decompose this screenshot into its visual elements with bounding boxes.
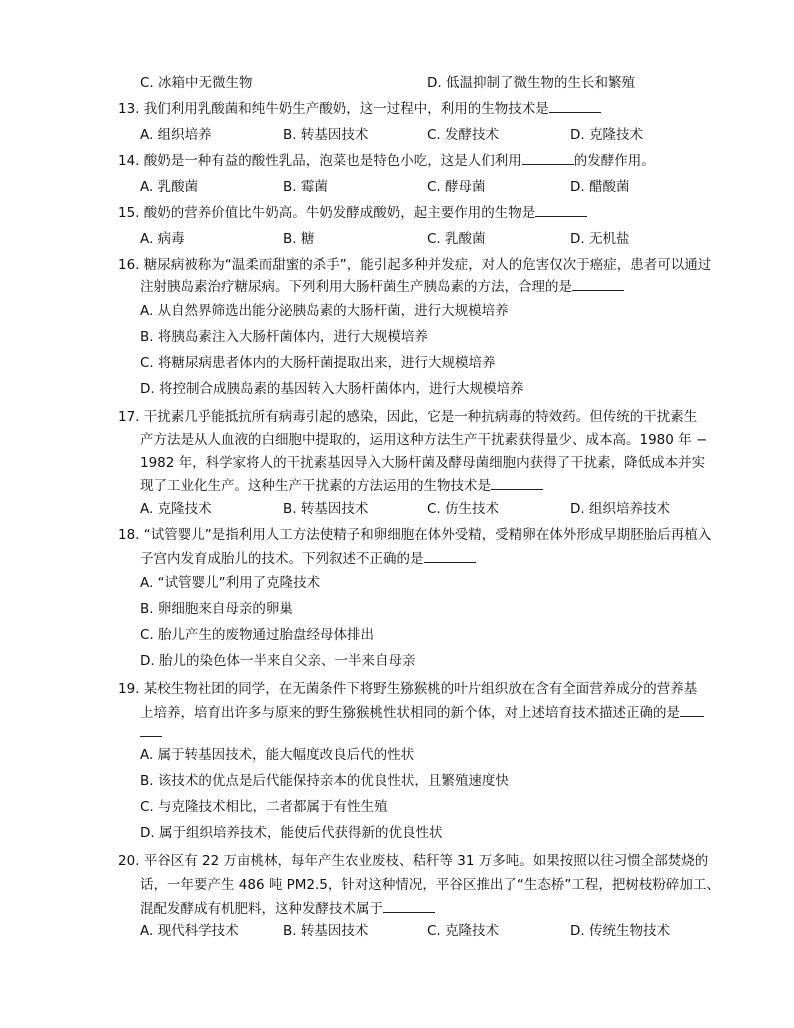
q16-stem-text: 注射胰岛素治疗糖尿病。下列利用大肠杆菌生产胰岛素的方法，合理的是 (140, 279, 572, 295)
q19-stem-line-2 (140, 704, 704, 722)
q17-option-d: D. 组织培养技术 (570, 501, 670, 517)
q19-stem-text: 上培养，培育出许多与原来的野生猕猴桃性状相同的新个体，对上述培育技术描述正确的是 (140, 705, 680, 721)
answer-blank (383, 900, 435, 913)
q12-option-c: C. 冰箱中无微生物 (140, 75, 253, 91)
q12-option-d: D. 低温抑制了微生物的生长和繁殖 (427, 75, 635, 91)
q17-option-c: C. 仿生技术 (427, 501, 500, 517)
q18-option-b: B. 卵细胞来自母亲的卵巢 (140, 601, 293, 617)
q14-option-d: D. 醋酸菌 (570, 179, 630, 195)
q20-option-d: D. 传统生物技术 (570, 923, 670, 939)
q19-option-c: C. 与克隆技术相比，二者都属于有性生殖 (140, 799, 388, 815)
q20-option-b: B. 转基因技术 (283, 923, 369, 939)
q20-option-c: C. 克隆技术 (427, 923, 500, 939)
q19-blank-continuation (140, 724, 162, 742)
q14-stem-text-b: 的发酵作用。 (573, 153, 655, 169)
q16-option-b: B. 将胰岛素注入大肠杆菌体内，进行大规模培养 (140, 329, 428, 345)
q17-stem-text: 现了工业化生产。这种生产干扰素的方法运用的生物技术是 (140, 478, 491, 494)
answer-blank (424, 550, 476, 563)
q18-option-c: C. 胎儿产生的废物通过胎盘经母体排出 (140, 627, 375, 643)
q18-stem-line-1: 18. “试管婴儿”是指利用人工方法使精子和卵细胞在体外受精，受精卵在体外形成早期胚胎后再植入 (118, 527, 712, 543)
q15-option-d: D. 无机盐 (570, 231, 630, 247)
answer-blank (680, 704, 704, 717)
q14-option-b: B. 霉菌 (283, 179, 328, 195)
q19-stem-line-1: 19. 某校生物社团的同学，在无菌条件下将野生猕猴桃的叶片组织放在含有全面营养成分的营养基 (118, 681, 698, 697)
q17-option-b: B. 转基因技术 (283, 501, 369, 517)
q17-stem-line-2: 产方法是从人血液的白细胞中提取的，运用这种方法生产干扰素获得量少、成本高。1980 年 − (140, 432, 708, 448)
q13-stem-text: 13. 我们利用乳酸菌和纯牛奶生产酸奶，这一过程中，利用的生物技术是 (118, 101, 549, 117)
answer-blank (491, 477, 543, 490)
answer-blank (549, 100, 601, 113)
q20-stem-line-1: 20. 平谷区有 22 万亩桃林，每年产生农业废枝、秸秆等 31 万多吨。如果按照以往习惯全部焚烧的 (118, 853, 709, 869)
q14-stem (118, 152, 655, 170)
q16-option-a: A. 从自然界筛选出能分泌胰岛素的大肠杆菌，进行大规模培养 (140, 303, 509, 319)
q20-stem-line-3 (140, 900, 435, 918)
q14-option-c: C. 酵母菌 (427, 179, 486, 195)
q20-stem-text: 混配发酵成有机肥料，这种发酵技术属于 (140, 901, 383, 917)
q13-stem (118, 100, 601, 118)
q13-option-d: D. 克隆技术 (570, 127, 643, 143)
q13-option-a: A. 组织培养 (140, 127, 212, 143)
q15-option-c: C. 乳酸菌 (427, 231, 486, 247)
answer-blank (535, 204, 587, 217)
q18-stem-line-2 (140, 550, 476, 568)
q17-stem-line-4 (140, 477, 543, 495)
q18-stem-text: 子宫内发育成胎儿的技术。下列叙述不正确的是 (140, 551, 424, 567)
q18-option-d: D. 胎儿的染色体一半来自父亲、一半来自母亲 (140, 653, 416, 669)
answer-blank (522, 152, 574, 165)
q15-option-b: B. 糖 (283, 231, 315, 247)
answer-blank-continued (140, 724, 162, 737)
q16-option-c: C. 将糖尿病患者体内的大肠杆菌提取出来，进行大规模培养 (140, 355, 496, 371)
q17-option-a: A. 克隆技术 (140, 501, 212, 517)
q16-stem-line-1: 16. 糖尿病被称为“温柔而甜蜜的杀手”，能引起多种并发症，对人的危害仅次于癌症，患者可以通过 (118, 257, 712, 273)
q19-option-d: D. 属于组织培养技术，能使后代获得新的优良性状 (140, 825, 443, 841)
q17-stem-line-3: 1982 年，科学家将人的干扰素基因导入大肠杆菌及酵母菌细胞内获得了干扰素，降低成本并实 (140, 455, 706, 471)
q20-stem-line-2: 话，一年要产生 486 吨 PM2.5，针对这种情况，平谷区推出了“生态桥”工程，把树枝粉碎加工、 (140, 877, 720, 893)
q15-option-a: A. 病毒 (140, 231, 185, 247)
q13-option-c: C. 发酵技术 (427, 127, 500, 143)
q13-option-b: B. 转基因技术 (283, 127, 369, 143)
q19-option-a: A. 属于转基因技术，能大幅度改良后代的性状 (140, 747, 415, 763)
q16-option-d: D. 将控制合成胰岛素的基因转入大肠杆菌体内，进行大规模培养 (140, 381, 524, 397)
q18-option-a: A. “试管婴儿”利用了克隆技术 (140, 575, 321, 591)
q15-stem (118, 204, 587, 222)
q17-stem-line-1: 17. 干扰素几乎能抵抗所有病毒引起的感染，因此，它是一种抗病毒的特效药。但传统的干扰素生 (118, 409, 698, 425)
q14-option-a: A. 乳酸菌 (140, 179, 199, 195)
q20-option-a: A. 现代科学技术 (140, 923, 239, 939)
q19-option-b: B. 该技术的优点是后代能保持亲本的优良性状，且繁殖速度快 (140, 773, 509, 789)
q15-stem-text: 15. 酸奶的营养价值比牛奶高。牛奶发酵成酸奶，起主要作用的生物是 (118, 205, 536, 221)
q16-stem-line-2 (140, 278, 624, 296)
answer-blank (572, 278, 624, 291)
q14-stem-text-a: 14. 酸奶是一种有益的酸性乳品，泡菜也是特色小吃，这是人们利用 (118, 153, 522, 169)
